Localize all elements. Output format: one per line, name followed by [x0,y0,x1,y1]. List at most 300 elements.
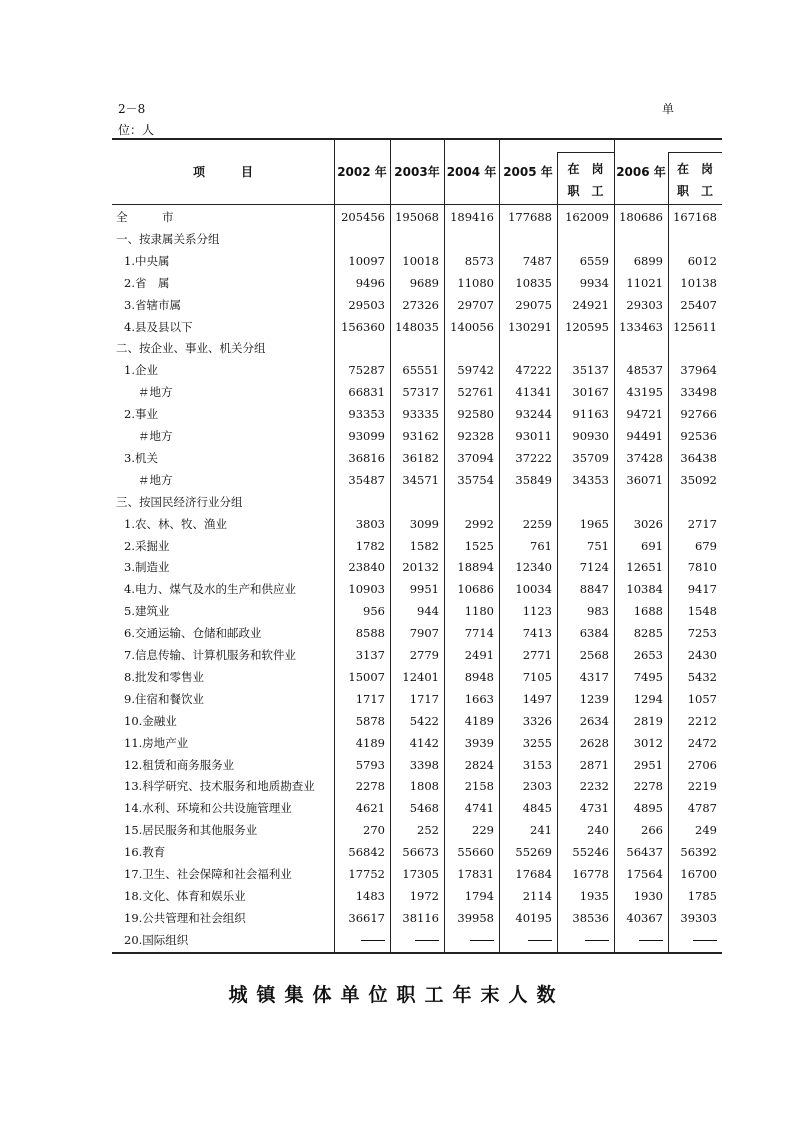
table-row [112,513,722,535]
unit-label-part1: 单 [662,102,675,116]
cell-value: 92580 [457,407,494,422]
cell-value [668,929,717,951]
cell-value: 8285 [633,626,663,641]
cell-value: 1123 [522,604,552,619]
column-header: 在 岗 职 工 [567,162,604,198]
cell-value: 66831 [348,385,385,400]
cell-value: 1972 [409,888,439,903]
cell-value: 25407 [680,297,717,312]
table-row [112,644,722,666]
table-code: 2－8 [118,102,146,116]
cell-value: 29303 [626,297,663,312]
cell-value: 195068 [395,210,439,224]
cell-value: 7714 [464,626,494,641]
cell-value: 1548 [687,604,717,619]
cell-value: 56673 [402,845,439,860]
cell-value: 17831 [457,867,494,881]
cell-value: 36071 [626,472,663,487]
table-row [112,688,722,710]
row-label: 2.采掘业 [124,538,170,553]
cell-value: 2212 [687,713,717,728]
cell-value [390,929,439,951]
cell-value: 17564 [626,867,663,881]
cell-value: 6559 [579,253,609,268]
cell-value: 2303 [522,779,552,794]
cell-value: 177688 [508,210,552,224]
cell-value [557,929,609,951]
cell-value: 4787 [687,801,717,816]
cell-value: 2278 [633,779,663,794]
subheader-rule [557,152,614,153]
row-label: 19.公共管理和社会组织 [124,910,246,925]
cell-value: 94491 [626,429,663,443]
cell-value: 7495 [633,669,663,684]
cell-value: 52761 [457,385,494,400]
cell-value: 2232 [579,779,609,794]
row-label: 20.国际组织 [124,932,189,947]
table-row [112,381,722,403]
cell-value: 43195 [626,385,663,400]
table-row [112,863,722,885]
cell-value: 133463 [619,319,663,334]
cell-value: 93099 [348,429,385,443]
cell-value: 94721 [626,407,663,422]
cell-value: 4142 [409,735,439,750]
table-row [112,294,722,316]
cell-value: 761 [530,538,552,553]
cell-value: 8847 [579,582,609,597]
row-label: 1.企业 [124,363,158,378]
cell-value: 24921 [572,297,609,312]
cell-value: 93011 [515,429,552,443]
header-rule [112,204,722,205]
cell-value: 162009 [565,210,609,224]
row-label: 三、按国民经济行业分组 [116,494,243,509]
column-header: 在 岗 职 工 [676,162,713,198]
cell-value: 2779 [409,648,439,662]
cell-value: 2992 [464,516,494,531]
cell-value: 3398 [409,757,439,772]
cell-value: 1582 [409,538,439,553]
column-header: 2002 年 [337,165,387,179]
cell-value: 1239 [579,691,609,706]
table-row [112,272,722,294]
row-label: 二、按企业、事业、机关分组 [116,341,266,356]
cell-value [444,929,494,951]
cell-value: 11021 [626,275,663,290]
cell-value: 10018 [402,253,439,268]
row-label: 17.卫生、社会保障和社会福利业 [124,867,292,881]
table-row [112,841,722,863]
cell-value: 7124 [579,560,609,575]
cell-value: 249 [695,823,717,838]
cell-value: 16700 [680,867,717,881]
cell-value: 65551 [402,363,439,378]
row-label: 4.县及县以下 [124,319,193,334]
cell-value: 2628 [579,735,609,750]
cell-value: 2278 [355,779,385,794]
table-row [112,907,722,929]
cell-value: 37222 [515,450,552,465]
cell-value: 2771 [522,648,552,662]
row-label: 3.机关 [124,450,158,465]
cell-value: 2219 [687,779,717,794]
cell-value: 2114 [522,888,552,903]
table-row [112,337,722,359]
cell-value: 93162 [402,429,439,443]
cell-value: 125611 [673,319,717,334]
row-label: 15.居民服务和其他服务业 [124,823,258,838]
cell-value: 92328 [457,429,494,443]
cell-value: 10903 [348,582,385,597]
cell-value: 1794 [464,888,494,903]
cell-value: 93353 [348,407,385,422]
cell-value: 35849 [515,472,552,487]
cell-value: 40195 [515,910,552,925]
row-label: 8.批发和零售业 [124,669,204,684]
cell-value: 35137 [572,363,609,378]
cell-value: 1180 [464,604,494,619]
cell-value: 29503 [348,297,385,312]
cell-value: 38116 [402,910,439,925]
cell-value: 15007 [348,669,385,684]
cell-value: 3099 [409,516,439,531]
cell-value: 23840 [348,560,385,575]
cell-value: 92536 [680,429,717,443]
column-header: 2006 年 [616,165,666,179]
row-label: 12.租赁和商务服务业 [124,757,235,772]
row-label: 3.省辖市属 [124,297,181,312]
cell-value: 48537 [626,363,663,378]
table-row [112,797,722,819]
row-label: 4.电力、煤气及水的生产和供应业 [124,582,296,597]
cell-value: 6899 [633,253,663,268]
cell-value: 9496 [355,275,385,290]
cell-value: 16778 [572,867,609,881]
cell-value: 2259 [522,516,552,531]
row-label: 7.信息传输、计算机服务和软件业 [124,648,296,662]
table-row [112,929,722,951]
cell-value: 10686 [457,582,494,597]
cell-value: 2951 [633,757,663,772]
cell-value: 56392 [680,845,717,860]
cell-value: 751 [587,538,609,553]
cell-value: 17752 [348,867,385,881]
cell-value: 55660 [457,845,494,860]
cell-value: 1688 [633,604,663,619]
cell-value: 1294 [633,691,663,706]
cell-value: 75287 [348,363,385,378]
cell-value: 11080 [457,275,494,290]
table-row [112,600,722,622]
cell-value: 148035 [395,319,439,334]
cell-value: 266 [641,823,663,838]
table-row [112,666,722,688]
table-row [112,710,722,732]
cell-value: 10384 [626,582,663,597]
cell-value: 36617 [348,910,385,925]
column-header: 项 目 [192,165,253,179]
cell-value: 8948 [464,669,494,684]
cell-value: 5432 [687,669,717,684]
cell-value: 3026 [633,516,663,531]
cell-value: 4895 [633,801,663,816]
cell-value: 1935 [579,888,609,903]
cell-value: 4845 [522,801,552,816]
top-rule [112,138,722,140]
table-row [112,819,722,841]
row-label: 一、按隶属关系分组 [116,231,220,246]
cell-value: 944 [417,604,439,619]
cell-value: 7413 [522,626,552,641]
cell-value: 679 [695,538,717,553]
cell-value: 2568 [579,648,609,662]
table-row [112,622,722,644]
cell-value: 93335 [402,407,439,422]
cell-value: 1497 [522,691,552,706]
cell-value: 92766 [680,407,717,422]
cell-value: 10138 [680,275,717,290]
cell-value: 4731 [579,801,609,816]
cell-value: 9417 [687,582,717,597]
row-label: 5.建筑业 [124,604,170,619]
column-header: 2004 年 [446,165,497,179]
cell-value: 252 [417,823,439,838]
cell-value: 2717 [687,516,717,531]
cell-value: 120595 [565,319,609,334]
cell-value: 29075 [515,297,552,312]
row-label: 10.金融业 [124,713,177,728]
cell-value: 2634 [579,713,609,728]
row-label: 2.省 属 [124,275,170,290]
row-label: 1.农、林、牧、渔业 [124,516,227,531]
cell-value: 35092 [680,472,717,487]
row-label: 16.教育 [124,845,166,860]
cell-value: 3326 [522,713,552,728]
cell-value: 56437 [626,845,663,860]
subheader-rule [668,152,722,153]
cell-value: 2491 [464,648,494,662]
table-row [112,316,722,338]
cell-value: 59742 [457,363,494,378]
cell-value: 34571 [402,472,439,487]
cell-value: 36438 [680,450,717,465]
cell-value: 34353 [572,472,609,487]
cell-value: 5468 [409,801,439,816]
table-row [112,578,722,600]
table-row [112,447,722,469]
cell-value: 2472 [687,735,717,750]
cell-value: 1057 [687,691,717,706]
cell-value: 5793 [355,757,385,772]
row-label: 2.事业 [124,407,158,422]
cell-value: 10034 [515,582,552,597]
cell-value: 38536 [572,910,609,925]
table-row [112,250,722,272]
table-row [112,732,722,754]
cell-value: 39958 [457,910,494,925]
cell-value: 9934 [579,275,609,290]
table-row [112,469,722,491]
cell-value: 1808 [409,779,439,794]
cell-value: 4741 [464,801,494,816]
cell-value: 56842 [348,845,385,860]
cell-value: 3803 [355,516,385,531]
table-row [112,425,722,447]
cell-value: 8573 [464,253,494,268]
cell-value: 2430 [687,648,717,662]
table-row [112,885,722,907]
cell-value: 180686 [619,210,663,224]
cell-value: 35487 [348,472,385,487]
cell-value: 5878 [355,713,385,728]
cell-value: 93244 [515,407,552,422]
cell-value: 4189 [355,735,385,750]
table-row [112,775,722,797]
cell-value: 7907 [409,626,439,641]
cell-value: 6012 [687,253,717,268]
cell-value: 57317 [402,385,439,400]
cell-value: 956 [363,604,385,619]
cell-value: 29707 [457,297,494,312]
cell-value: 7105 [522,669,552,684]
cell-value: 140056 [450,319,494,334]
cell-value: 4621 [355,801,385,816]
cell-value: 6384 [579,626,609,641]
cell-value: 91163 [572,407,609,422]
row-label: 全 市 [116,210,174,224]
cell-value: 205456 [341,210,385,224]
cell-value: 90930 [572,429,609,443]
table-row [112,556,722,578]
table-row [112,228,722,250]
cell-value [334,929,385,951]
cell-value: 2653 [633,648,663,662]
table-row [112,491,722,513]
row-label: 11.房地产业 [124,735,189,750]
cell-value: 41341 [515,385,552,400]
row-label: 9.住宿和餐饮业 [124,691,204,706]
table-row [112,754,722,776]
cell-value: 1782 [355,538,385,553]
cell-value: 2871 [579,757,609,772]
cell-value: 9689 [409,275,439,290]
cell-value: 37428 [626,450,663,465]
cell-value: 4317 [579,669,609,684]
cell-value: 1717 [409,691,439,706]
unit-label-part2: 位：人 [118,123,155,137]
page-title: 城镇集体单位职工年末人数 [228,984,565,1006]
cell-value: 7253 [687,626,717,641]
cell-value: 4189 [464,713,494,728]
cell-value: 9951 [409,582,439,597]
row-label: 1.中央属 [124,253,170,268]
cell-value: 18894 [457,560,494,575]
cell-value: 240 [587,823,609,838]
cell-value: 12651 [626,560,663,575]
cell-value: 1483 [355,888,385,903]
cell-value: 241 [530,823,552,838]
cell-value: 39303 [680,910,717,925]
cell-value: 229 [472,823,494,838]
cell-value: 37964 [680,363,717,378]
cell-value: 30167 [572,385,609,400]
bottom-rule [112,952,722,954]
row-label: 14.水利、环境和公共设施管理业 [124,801,292,816]
cell-value: 3153 [522,757,552,772]
cell-value: 10097 [348,253,385,268]
cell-value: 12340 [515,560,552,575]
cell-value: 691 [641,538,663,553]
cell-value: 1525 [464,538,494,553]
column-header: 2003年 [394,165,440,179]
cell-value: 270 [363,823,385,838]
cell-value: 7487 [522,253,552,268]
row-label: ＃地方 [138,472,173,487]
cell-value [614,929,663,951]
cell-value: 167168 [673,210,717,224]
cell-value [499,929,552,951]
cell-value: 2158 [464,779,494,794]
table-row [112,535,722,557]
cell-value: 5422 [409,713,439,728]
cell-value: 10835 [515,275,552,290]
cell-value: 27326 [402,297,439,312]
row-label: 6.交通运输、仓储和邮政业 [124,626,262,641]
cell-value: 36182 [402,450,439,465]
cell-value: 3012 [633,735,663,750]
cell-value: 156360 [341,319,385,334]
cell-value: 17684 [515,867,552,881]
cell-value: 35709 [572,450,609,465]
row-label: ＃地方 [138,429,173,443]
table-row [112,359,722,381]
cell-value: 2819 [633,713,663,728]
cell-value: 12401 [402,669,439,684]
cell-value: 3939 [464,735,494,750]
cell-value: 189416 [450,210,494,224]
table-row [112,403,722,425]
cell-value: 55246 [572,845,609,860]
cell-value: 1930 [633,888,663,903]
cell-value: 35754 [457,472,494,487]
cell-value: 20132 [402,560,439,575]
row-label: 3.制造业 [124,560,170,575]
cell-value: 1785 [687,888,717,903]
cell-value: 1717 [355,691,385,706]
cell-value: 55269 [515,845,552,860]
cell-value: 2824 [464,757,494,772]
cell-value: 2706 [687,757,717,772]
cell-value: 47222 [515,363,552,378]
cell-value: 36816 [348,450,385,465]
cell-value: 40367 [626,910,663,925]
row-label: 18.文化、体育和娱乐业 [124,888,246,903]
cell-value: 3255 [522,735,552,750]
cell-value: 1965 [579,516,609,531]
cell-value: 8588 [355,626,385,641]
cell-value: 17305 [402,867,439,881]
cell-value: 37094 [457,450,494,465]
cell-value: 983 [587,604,609,619]
column-header: 2005 年 [503,165,553,179]
cell-value: 130291 [508,319,552,334]
cell-value: 3137 [355,648,385,662]
row-label: ＃地方 [138,385,173,400]
cell-value: 33498 [680,385,717,400]
row-label: 13.科学研究、技术服务和地质勘查业 [124,779,315,794]
cell-value: 7810 [687,560,717,575]
